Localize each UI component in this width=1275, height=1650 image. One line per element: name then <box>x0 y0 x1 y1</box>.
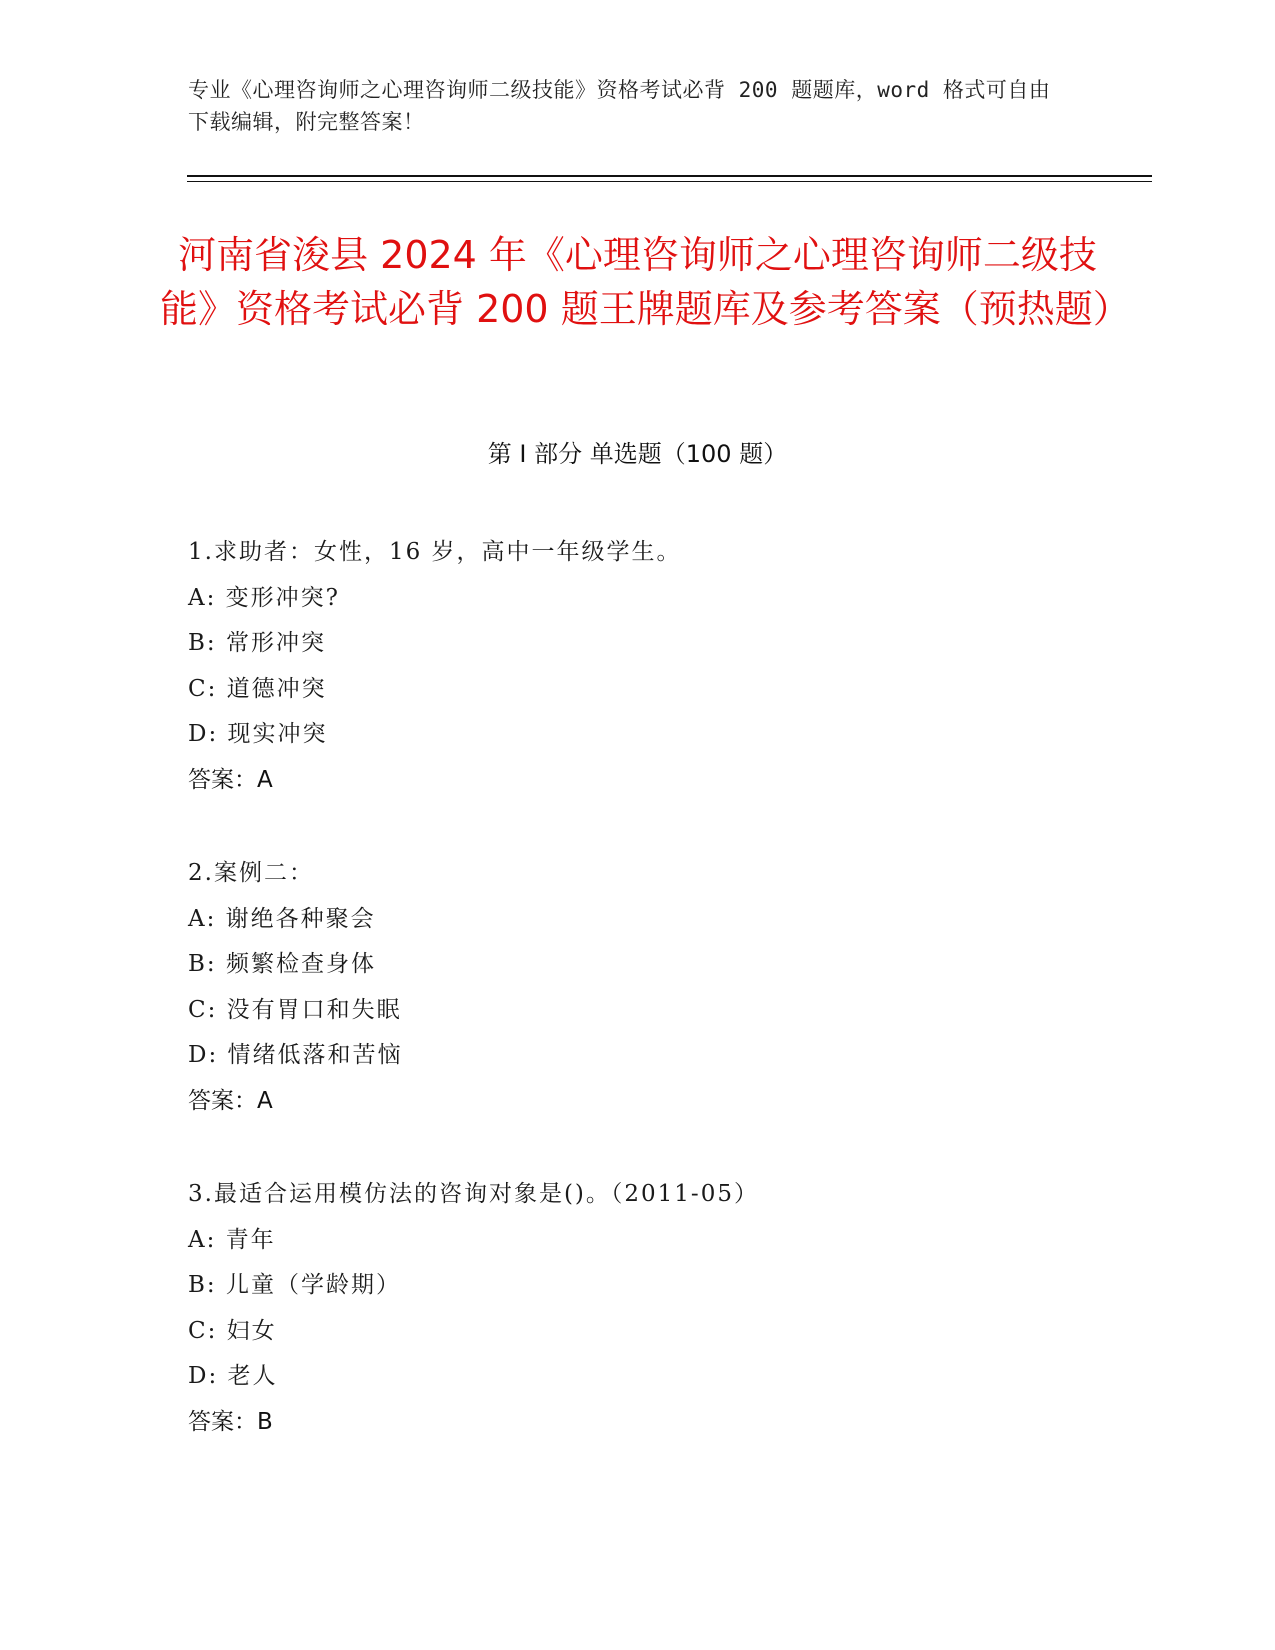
header-note: 专业《心理咨询师之心理咨询师二级技能》资格考试必背 200 题题库，word 格式可自由下载编辑，附完整答案！ <box>188 78 1051 134</box>
option-d: D: 老人 <box>188 1363 278 1389</box>
question-1 <box>188 530 1148 803</box>
answer: 答案：A <box>188 1087 273 1114</box>
option-b: B: 频繁检查身体 <box>188 951 376 977</box>
section-title: 第 I 部分 单选题（100 题） <box>487 440 788 468</box>
option-a: A: 变形冲突? <box>188 584 341 611</box>
header-rule-thin <box>187 181 1152 182</box>
question-stem: 3.最适合运用模仿法的咨询对象是()。（2011-05） <box>188 1181 759 1207</box>
answer: 答案：A <box>188 766 273 793</box>
option-c: C: 道德冲突 <box>188 675 327 702</box>
answer: 答案：B <box>188 1408 273 1435</box>
question-list <box>188 530 1148 1493</box>
option-b: B: 儿童（学龄期） <box>188 1272 401 1298</box>
option-c: C: 没有胃口和失眠 <box>188 996 402 1023</box>
question-stem: 1.求助者：女性，16 岁，高中一年级学生。 <box>188 539 682 565</box>
option-d: D: 情绪低落和苦恼 <box>188 1042 403 1068</box>
header-rule-thick <box>187 175 1152 177</box>
question-stem: 2.案例二： <box>188 860 314 886</box>
question-3 <box>188 1172 1148 1445</box>
option-c: C: 妇女 <box>188 1317 277 1344</box>
option-d: D: 现实冲突 <box>188 721 328 747</box>
option-a: A: 谢绝各种聚会 <box>188 905 376 932</box>
option-b: B: 常形冲突 <box>188 630 326 656</box>
question-2 <box>188 851 1148 1124</box>
option-a: A: 青年 <box>188 1226 276 1253</box>
document-title: 河南省浚县 2024 年《心理咨询师之心理咨询师二级技能》资格考试必背 200 题王牌题库及参考答案（预热题） <box>160 233 1131 331</box>
